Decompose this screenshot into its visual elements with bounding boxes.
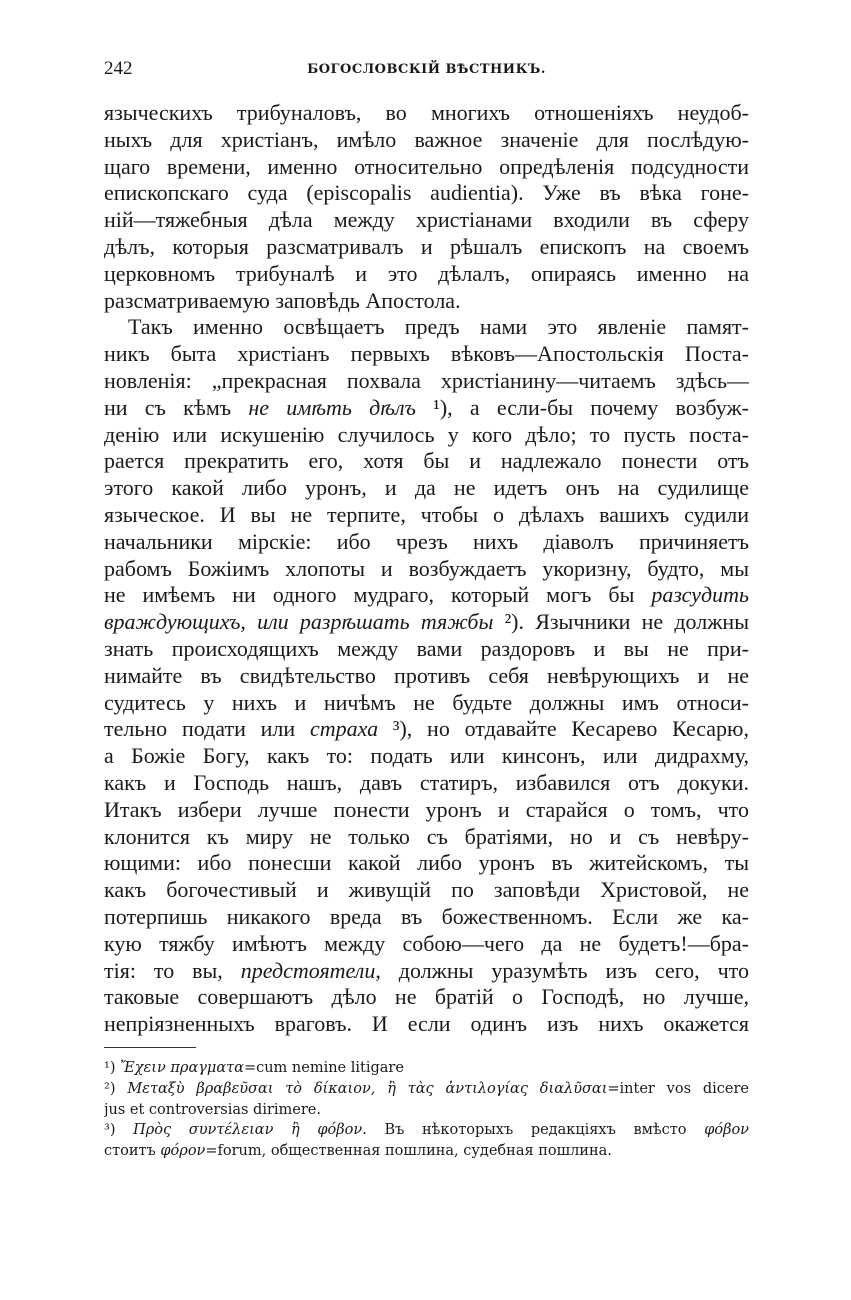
text-line: языческое. И вы не терпите, чтобы о дѣлахъ вашихъ судили: [104, 501, 749, 527]
footnote-divider: [104, 1047, 196, 1048]
text-line: [104, 958, 749, 985]
text-line: какъ и Господь нашъ, давъ статиръ, избавился отъ докуки.: [104, 769, 749, 795]
text-line: судитесь у нихъ и ничѣмъ не будьте должны имъ относи-: [104, 689, 749, 715]
running-title: БОГОСЛОВСКІЙ ВѢСТНИКЪ.: [307, 62, 546, 77]
text-line: языческихъ трибуналовъ, во многихъ отношеніяхъ неудоб-: [104, 100, 749, 125]
footnote-2-continued: jus et controversias dirimere.: [104, 1101, 321, 1118]
footnote-marker: ³): [104, 1122, 116, 1139]
italic-phrase: предстоятели: [240, 957, 376, 983]
text-line: начальники мірскіе: ибо чрезъ нихъ діаволъ причиняетъ: [104, 528, 749, 554]
text-run: ¹), а если-бы почему возбуж-: [415, 394, 749, 420]
text-line: [104, 609, 749, 636]
text-run: стоитъ: [104, 1143, 161, 1160]
text-run: тельно подати или: [104, 716, 310, 742]
text-line: какъ богочестивый и живущій по заповѣди Христовой, не: [104, 877, 749, 903]
text-line: клонится къ миру не только съ братіями, но и съ невѣру-: [104, 823, 749, 849]
footnote-marker: ¹): [104, 1060, 116, 1076]
greek-phrase: Μεταξὺ βραβεῦσαι τὸ δίκαιον, ἢ τὰς ἀντιλογίας διαλῦσαι: [127, 1080, 608, 1097]
text-line: разсматриваемую заповѣдь Апостола.: [104, 287, 461, 313]
text-run: =forum, общественная пошлина, судебная пошлина.: [205, 1143, 612, 1160]
text-line: потерпишь никакого вреда въ божественномъ. Если же ка-: [104, 903, 749, 929]
text-line: [104, 395, 749, 422]
text-line: этого какой либо уронъ, и да не идетъ онъ на судилище: [104, 475, 749, 501]
footnote-marker: ²): [104, 1080, 116, 1097]
text-line: знать происходящихъ между вами раздоровъ и вы не при-: [104, 635, 749, 661]
footnote-3-continued: [104, 1141, 749, 1162]
italic-phrase: враждующихъ, или разрѣшать тяжбы: [104, 609, 494, 635]
main-text: [104, 100, 749, 1038]
text-line: рается прекратить его, хотя бы и надлежало понести отъ: [104, 448, 749, 474]
text-run: ²). Язычники не должны: [493, 609, 749, 635]
text-run: =cum nemine litigare: [243, 1060, 404, 1076]
italic-phrase: страха: [309, 716, 379, 742]
text-line: [104, 716, 749, 743]
text-run: , должны уразумѣть изъ сего, что: [375, 957, 749, 983]
text-run: тія: то вы,: [104, 957, 241, 983]
text-line: рабомъ Божіимъ хлопоты и возбуждаетъ укоризну, будто, мы: [104, 555, 749, 581]
text-line: кую тяжбу имѣютъ между собою—чего да не будетъ!—бра-: [104, 930, 749, 956]
footnotes: [104, 1058, 749, 1162]
text-run: Въ нѣкоторыхъ редакціяхъ вмѣсто: [366, 1122, 705, 1139]
footnote-3: [104, 1120, 749, 1141]
text-line: Итакъ избери лучше понести уронъ и старайся о томъ, что: [104, 796, 749, 822]
greek-phrase: Πρὸς συντέλειαν ἢ φόβον.: [133, 1122, 367, 1139]
italic-phrase: не имѣть дѣлъ: [248, 394, 416, 420]
text-line: ныхъ для христіанъ, имѣло важное значеніе для послѣдую-: [104, 126, 749, 152]
greek-phrase: Ἔχειν πραγματα: [120, 1060, 244, 1076]
text-line: денію или искушенію случилось у кого дѣло; то пусть поста-: [104, 421, 749, 447]
greek-word: φόρον: [160, 1143, 206, 1160]
footnote-1: [104, 1058, 749, 1079]
text-line: [104, 582, 749, 609]
text-line: новленія: „прекрасная похвала христіанину—читаемъ здѣсь—: [104, 367, 749, 393]
text-line: дѣлъ, которыя разсматривалъ и рѣшалъ епископъ на своемъ: [104, 233, 749, 259]
greek-word: φόβον: [704, 1122, 749, 1139]
italic-phrase: разсудить: [651, 582, 749, 608]
text-run: =inter vos dicere: [607, 1080, 749, 1097]
text-line: таковые совершаютъ дѣло не братій о Господѣ, но лучше,: [104, 984, 749, 1010]
text-line: никъ быта христіанъ первыхъ вѣковъ—Апостольскія Поста-: [104, 341, 749, 367]
text-line: непріязненныхъ враговъ. И если одинъ изъ нихъ окажется: [104, 1011, 749, 1037]
text-line: а Божіе Богу, какъ то: подать или кинсонъ, или дидрахму,: [104, 743, 749, 769]
text-run: не имѣемъ ни одного мудраго, который могъ бы: [104, 582, 652, 608]
text-line: нимайте въ свидѣтельство противъ себя невѣрующихъ и не: [104, 662, 749, 688]
text-run: ³), но отдавайте Кесарево Кесарю,: [378, 716, 749, 742]
text-line: Такъ именно освѣщаетъ предъ нами это явленіе памят-: [128, 314, 749, 340]
footnote-2: [104, 1079, 749, 1100]
text-line: щаго времени, именно относительно опредѣленія подсудности: [104, 153, 749, 179]
page-header: [104, 58, 749, 84]
text-line: церковномъ трибуналѣ и это дѣлалъ, опираясь именно на: [104, 260, 749, 286]
text-line: ющими: ибо понесши какой либо уронъ въ житейскомъ, ты: [104, 850, 749, 876]
page-number: 242: [104, 58, 133, 79]
text-line: епископскаго суда (episcopalis audientia). Уже въ вѣка гоне-: [104, 180, 749, 206]
text-run: ни съ кѣмъ: [104, 394, 249, 420]
text-line: ній—тяжебныя дѣла между христіанами входили въ сферу: [104, 207, 749, 233]
